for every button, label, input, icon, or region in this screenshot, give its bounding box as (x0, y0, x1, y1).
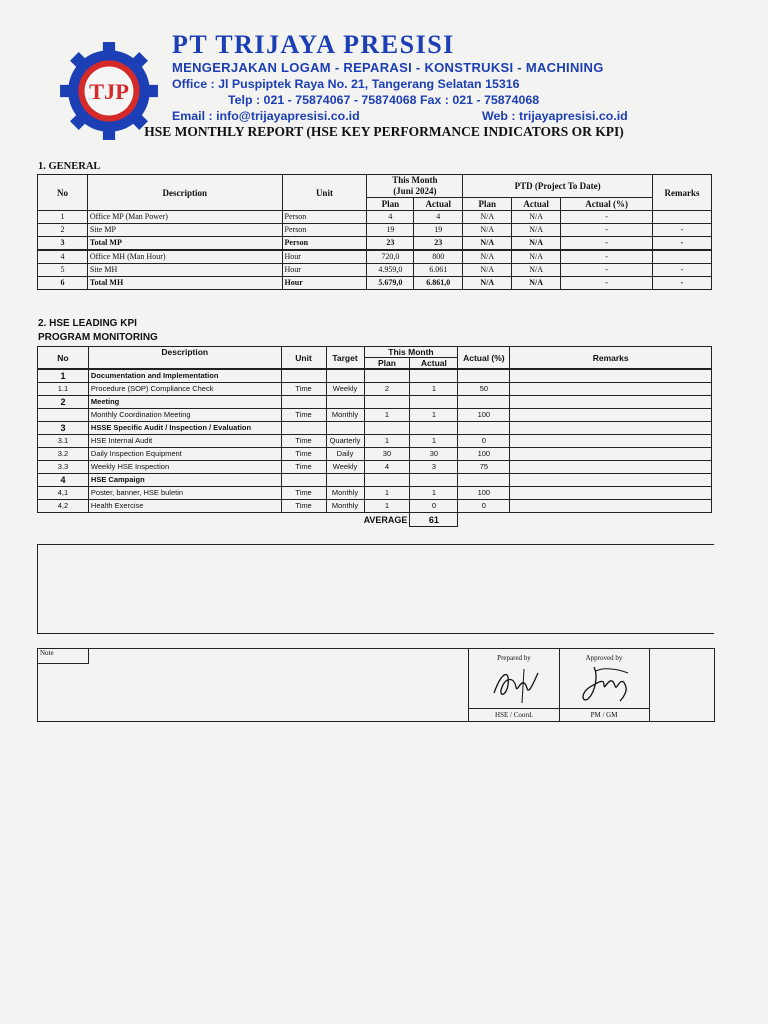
section-program-monitoring-title: PROGRAM MONITORING (38, 332, 158, 343)
general-table (37, 174, 712, 290)
table-row: 3.1 HSE Internal Audit Time Quarterly 1 1 0 (38, 435, 712, 448)
table-row: 6 Total MH Hour 5.679,0 6.861,0 N/A N/A - - (38, 277, 712, 290)
header-this-month: This Month (Juni 2024) (367, 175, 463, 198)
table-row: 1 Documentation and Implementation (38, 369, 712, 383)
table-row: 3.3 Weekly HSE Inspection Time Weekly 4 3 75 (38, 461, 712, 474)
table-row: 3 HSSE Specific Audit / Inspection / Evaluation (38, 422, 712, 435)
header-actual: Actual (410, 358, 458, 370)
header-plan: Plan (364, 358, 410, 370)
table-row: 2 Meeting (38, 396, 712, 409)
header-ptd-plan: Plan (463, 198, 512, 211)
header-ptd-actual-pct: Actual (%) (561, 198, 653, 211)
table-row: 4 HSE Campaign (38, 474, 712, 487)
header-target: Target (326, 347, 364, 370)
svg-text:TJP: TJP (89, 79, 129, 105)
approved-by-column (559, 649, 650, 721)
table-row: 3 Total MP Person 23 23 N/A N/A - - (38, 237, 712, 251)
header-no: No (38, 175, 88, 211)
company-header (172, 30, 732, 124)
average-label: AVERAGE (363, 514, 408, 525)
table-row: 3.2 Daily Inspection Equipment Time Daily 30 30 100 (38, 448, 712, 461)
table-row: 4 Office MH (Man Hour) Hour 720,0 800 N/A N/A - (38, 250, 712, 264)
leading-kpi-table (37, 346, 712, 527)
table-row: 1.1 Procedure (SOP) Compliance Check Time Weekly 2 1 50 (38, 383, 712, 396)
remarks-box (37, 544, 714, 634)
header-remarks: Remarks (510, 347, 712, 370)
header-ptd: PTD (Project To Date) (463, 175, 653, 198)
company-contact (0, 108, 732, 124)
approved-by-label: Approved by (585, 654, 623, 662)
header-no: No (38, 347, 89, 370)
company-name: PT TRIJAYA PRESISI (172, 30, 455, 59)
average-row (38, 513, 712, 527)
prepared-by-label: Prepared by (497, 654, 531, 662)
company-web: Web : trijayapresisi.co.id (482, 109, 628, 123)
header-actual: Actual (414, 198, 463, 211)
average-value: 61 (410, 513, 458, 527)
prepared-role: HSE / Coord. (469, 708, 559, 719)
signature-area (468, 649, 715, 721)
table-row: 4,2 Health Exercise Time Monthly 1 0 0 (38, 500, 712, 513)
company-email: Email : info@trijayapresisi.co.id (172, 109, 360, 123)
table-row: 2 Site MP Person 19 19 N/A N/A - - (38, 224, 712, 237)
company-office: Office : Jl Puspiptek Raya No. 21, Tangerang Selatan 15316 (172, 77, 520, 91)
prepared-signature (484, 663, 544, 705)
table-row: Monthly Coordination Meeting Time Monthly 1 1 100 (38, 409, 712, 422)
header-description: Description (87, 175, 282, 211)
prepared-by-column (469, 649, 560, 721)
table-row: 1 Office MP (Man Power) Person 4 4 N/A N/A - (38, 211, 712, 224)
header-remarks: Remarks (653, 175, 712, 211)
approved-signature (574, 663, 634, 705)
company-tagline: MENGERJAKAN LOGAM - REPARASI - KONSTRUKSI - MACHINING (172, 60, 604, 75)
note-label: Note (40, 649, 54, 657)
header-actual-pct: Actual (%) (458, 347, 510, 370)
header-unit: Unit (282, 175, 367, 211)
note-box (37, 648, 715, 722)
header-description: Description (88, 347, 281, 358)
section-leading-title: 2. HSE LEADING KPI (38, 318, 137, 329)
header-plan: Plan (367, 198, 414, 211)
table-row: 4,1 Poster, banner, HSE buletin Time Monthly 1 1 100 (38, 487, 712, 500)
header-ptd-actual: Actual (512, 198, 561, 211)
header-this-month: This Month (364, 347, 458, 358)
company-phone: Telp : 021 - 75874067 - 75874068 Fax : 021 - 75874068 (228, 93, 540, 107)
approved-role: PM / GM (559, 708, 649, 719)
table-row: 5 Site MH Hour 4.959,0 6.061 N/A N/A - - (38, 264, 712, 277)
report-title: HSE MONTHLY REPORT (HSE KEY PERFORMANCE INDICATORS OR KPI) (144, 124, 624, 139)
section-general-title: 1. GENERAL (38, 161, 101, 172)
header-unit: Unit (281, 347, 326, 370)
